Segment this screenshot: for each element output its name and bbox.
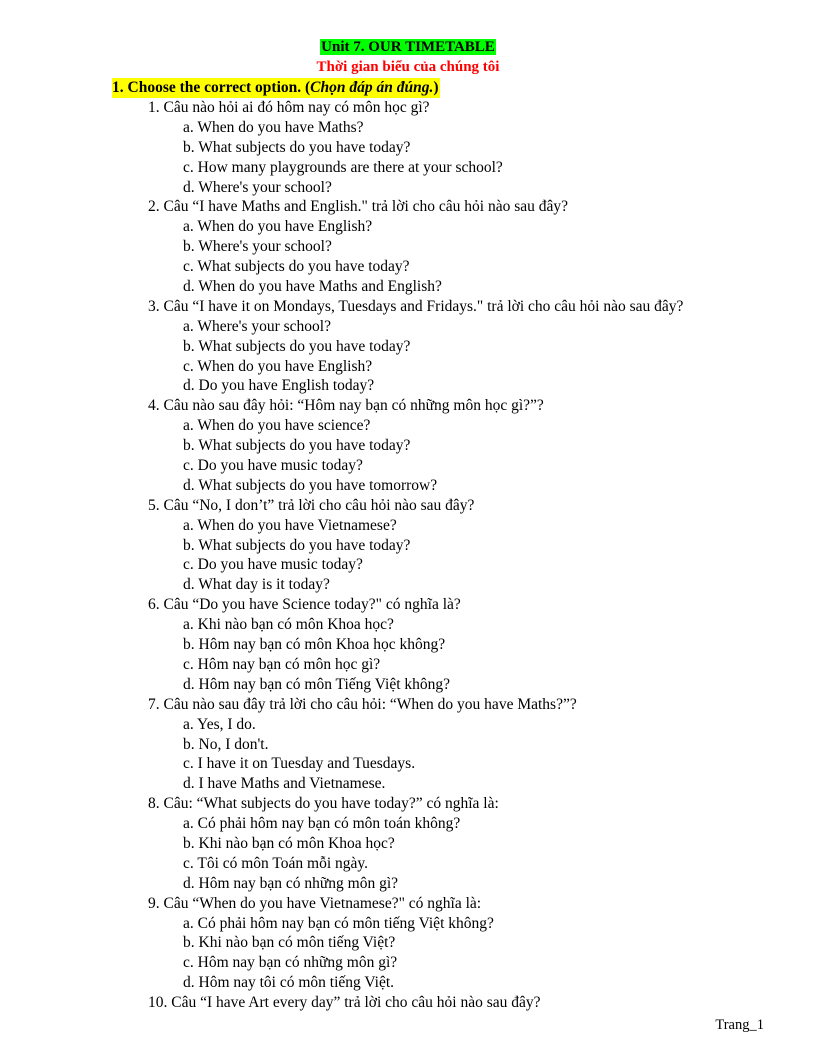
answer-option: b. No, I don't. — [183, 735, 269, 753]
question-3 — [0, 297, 816, 396]
unit-subtitle — [0, 58, 816, 77]
question-9 — [0, 894, 816, 993]
answer-option: a. When do you have Maths? — [183, 118, 364, 136]
question-text: 1. Câu nào hỏi ai đó hôm nay có môn học gì? — [148, 99, 430, 116]
answer-option: a. When do you have English? — [183, 218, 373, 236]
answer-option: c. Hôm nay bạn có những môn gì? — [183, 954, 398, 972]
question-6 — [0, 595, 816, 694]
unit-title — [0, 38, 816, 57]
question-text: 5. Câu “No, I don’t” trả lời cho câu hỏi nào sau đây? — [148, 496, 475, 514]
question-2 — [0, 197, 816, 296]
question-8 — [0, 794, 816, 893]
question-text: 4. Câu nào sau đây hỏi: “Hôm nay bạn có những môn học gì?”? — [148, 397, 544, 415]
question-text: 3. Câu “I have it on Mondays, Tuesdays and Fridays." trả lời cho câu hỏi nào sau đây? — [148, 297, 684, 315]
page-number: Trang_1 — [715, 1017, 764, 1033]
section-heading — [112, 78, 440, 98]
answer-option: d. Hôm nay bạn có môn Tiếng Việt không? — [183, 675, 451, 693]
section-heading-prefix: 1. Choose the correct option. ( — [112, 79, 311, 96]
question-10 — [0, 993, 816, 1013]
answer-option: d. I have Maths and Vietnamese. — [183, 775, 386, 793]
answer-option: a. Khi nào bạn có môn Khoa học? — [183, 616, 394, 634]
answer-option: b. What subjects do you have today? — [183, 536, 411, 554]
answer-option: c. How many playgrounds are there at your school? — [183, 158, 503, 176]
answer-option: b. Hôm nay bạn có môn Khoa học không? — [183, 636, 446, 654]
section-heading-suffix: ) — [433, 79, 439, 96]
question-text: 10. Câu “I have Art every day” trả lời cho câu hỏi nào sau đây? — [148, 994, 541, 1012]
answer-option: b. What subjects do you have today? — [183, 337, 411, 355]
answer-option: a. Có phải hôm nay bạn có môn toán không? — [183, 815, 461, 833]
answer-option: c. When do you have English? — [183, 357, 373, 375]
answer-option: c. Hôm nay bạn có môn học gì? — [183, 655, 381, 673]
answer-option: a. Where's your school? — [183, 317, 331, 335]
unit-subtitle-text: Thời gian biểu của chúng tôi — [316, 59, 500, 75]
answer-option: b. Where's your school? — [183, 238, 332, 256]
answer-option: d. Hôm nay bạn có những môn gì? — [183, 874, 399, 892]
question-1 — [0, 98, 816, 197]
answer-option: a. Yes, I do. — [183, 715, 256, 733]
answer-option: c. Tôi có môn Toán mỗi ngày. — [183, 854, 369, 872]
answer-option: b. Khi nào bạn có môn tiếng Việt? — [183, 934, 396, 952]
answer-option: b. What subjects do you have today? — [183, 138, 411, 156]
answer-option: d. When do you have Maths and English? — [183, 278, 442, 296]
answer-option: a. When do you have Vietnamese? — [183, 516, 397, 534]
question-list — [0, 98, 816, 1013]
question-text: 2. Câu “I have Maths and English." trả lời cho câu hỏi nào sau đây? — [148, 198, 568, 216]
answer-option: d. Do you have English today? — [183, 377, 375, 395]
question-7 — [0, 695, 816, 794]
answer-option: b. Khi nào bạn có môn Khoa học? — [183, 834, 395, 852]
section-heading-italic: Chọn đáp án đúng. — [310, 79, 434, 96]
answer-option: c. Do you have music today? — [183, 457, 363, 475]
question-text: 9. Câu “When do you have Vietnamese?" có nghĩa là: — [148, 894, 482, 912]
question-5 — [0, 496, 816, 595]
answer-option: b. What subjects do you have today? — [183, 437, 411, 455]
question-text: 6. Câu “Do you have Science today?" có nghĩa là? — [148, 596, 461, 614]
question-text: 7. Câu nào sau đây trả lời cho câu hỏi: “When do you have Maths?”? — [148, 695, 577, 713]
unit-title-text: Unit 7. OUR TIMETABLE — [321, 39, 495, 55]
answer-option: d. What day is it today? — [183, 576, 330, 594]
answer-option: d. Hôm nay tôi có môn tiếng Việt. — [183, 974, 395, 992]
answer-option: a. When do you have science? — [183, 417, 371, 435]
answer-option: c. What subjects do you have today? — [183, 258, 410, 276]
answer-option: c. Do you have music today? — [183, 556, 363, 574]
question-4 — [0, 396, 816, 495]
answer-option: a. Có phải hôm nay bạn có môn tiếng Việt không? — [183, 914, 494, 932]
answer-option: d. What subjects do you have tomorrow? — [183, 476, 438, 494]
answer-option: d. Where's your school? — [183, 178, 332, 196]
question-text: 8. Câu: “What subjects do you have today?” có nghĩa là: — [148, 795, 499, 813]
answer-option: c. I have it on Tuesday and Tuesdays. — [183, 755, 416, 773]
